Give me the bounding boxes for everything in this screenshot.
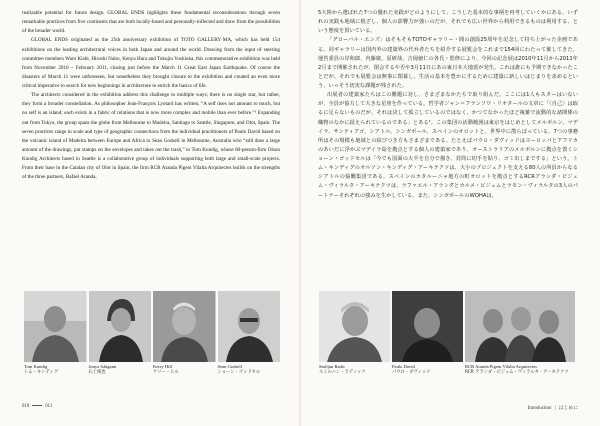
caption-name: Sean Godsell bbox=[217, 364, 242, 369]
japanese-paragraph-2: 「グローバル・エンズ」はそもそもTOTOギャラリー・間の創設25周年を記念して持ち上がった企画である。同ギャラリーは国内外の建築界の代弁者たちを紹介する展覧会をこれまで154回にわたって催してきた。運営委員の岸和郎、内藤廣、原研哉、吉岡徳仁の各氏・監修により、今回の記念展は2010年11月から2011年2月まで開催されたが、閉会するや否や3月11日にあの東日本大地震が発生。これは誰にも予期できなかったことだが、それでも展覧会は無事に閉幕し、生活の基本を豊かにするために建築に新しいはじまりを求めるという、いっそう切実な課題が残された。 bbox=[318, 37, 578, 89]
section-label: Introduction bbox=[527, 406, 552, 411]
page-folio-right: Introduction | はじめに bbox=[527, 406, 578, 411]
portrait-photo bbox=[89, 291, 152, 362]
caption-name-jp: パウロ・ダヴィッド bbox=[392, 370, 431, 376]
caption-name: Junya Ishigami bbox=[88, 364, 117, 369]
english-text-column bbox=[22, 9, 280, 285]
page-number: 010 bbox=[22, 404, 30, 409]
english-paragraph-2: GLOBAL ENDS originated as the 25th anniversary exhibition of TOTO GALLERY·MA, which has held 154 exhibitions on the leading architectural voices in both Japan and around the world. Drawing from the input of steering committee members Waro Kishi, Hiroshi Naito, Kenya Hara and Tokujin Yoshioka, this commemorative exhibition was held from November 2010 – February 2011, closing just before the March 11 Great East Japan Earthquake. Of course the disasters of March 11 were unforeseen, but nonetheless they brought closure to the exhibition and created an even more critical imperative to search for new beginnings in architecture to enrich the basics of life. bbox=[22, 37, 280, 89]
portrait-photo bbox=[24, 291, 87, 362]
japanese-paragraph-3: 出展者の建築家たちはこの難題に対し、さまざまなかたちで取り組んだ。ここには1人もスターはいないが、全員が協力して大きな星座を作っている。哲学者ジャン＝フランソワ・リオタールの文章に「〈自己〉は取るに足らないものだが、それは決して孤立しているのではなく、かつてなかったほど複雑で流動的な諸関係の織物のなかに捉えられているのである」とある¹。この集団の活動範囲は東京をはじめとしてメルボルン、マデイラ、サンティアゴ、シアトル、シンガポール、スペインのオロットと、世界中に散らばっている。7つの事務所はその規模も地域との結びつき方もさまざまである。たとえばパウロ・ダヴィッドはヨーロッパとアフリカのあいだに浮かぶマデイラ島を拠点とする個人の建築家であり、オーストラリアのメルボルンに拠点を置くショーン・ゴッドセルは「今でも図面の大半を自分で描き、封筒に切手を貼り、ゴミ出しまでする」という。トム・キンディグのオルソン・キンディグ・アーキテクツは、大小のプロジェクトを支える80人の所員からなるシアトルの協働集団である。スペインのカタルーニャ地方の町オロットを拠点とするRCRアランダ・ピジェム・ヴィラルタ・アーキテクツは、ラファエル・アランダとカルメ・ピジェムとラモン・ヴィラルタの3人のパートナーそれぞれの強みを生かしている。また、シンガポールのWOHAは、 bbox=[318, 92, 578, 199]
japanese-text-column bbox=[318, 9, 578, 285]
page-number: 011 bbox=[45, 404, 53, 409]
portrait-strip-left bbox=[24, 291, 280, 362]
caption-name-jp: ショーン・ゴッドセル bbox=[217, 370, 261, 376]
portrait-photo bbox=[465, 291, 575, 362]
page-folio-left bbox=[22, 404, 52, 409]
caption-name-jp: 石上純也 bbox=[88, 370, 106, 376]
portrait-caption bbox=[218, 364, 261, 377]
portrait-caption bbox=[153, 364, 179, 377]
folio-rule bbox=[32, 405, 42, 406]
portrait-caption bbox=[319, 364, 366, 377]
caption-name: Kerry Hill bbox=[153, 364, 173, 369]
japanese-paragraph-1: 5大陸から選ばれた7つの優れた実践がどのようにして、こうした基本的な事柄を再考していくかにある。いずれの実践も地域に根ざし、個人の影響力が強いのだが、それでも広い世界から利用できるものは利用する、という態度を貫いている。 bbox=[318, 10, 578, 35]
portrait-caption bbox=[24, 364, 58, 377]
gutter bbox=[299, 0, 301, 426]
caption-name: Tom Kundig bbox=[24, 364, 48, 369]
portrait-caption bbox=[392, 364, 430, 377]
english-paragraph-1: realizable potential for future design. GLOBAL ENDS highlights these fundamental reconsiderations through seven remarkable practices from five continents that are both locally-based and personally-inflected and draw from the possibilities of the broader world. bbox=[22, 10, 280, 35]
portrait-photo bbox=[153, 291, 216, 362]
caption-name: RCR Aranda Pigem Vilalta Arquitectes bbox=[465, 364, 537, 369]
portrait-caption bbox=[465, 364, 577, 377]
captions-left bbox=[24, 364, 280, 388]
english-paragraph-3: The architects considered in the exhibition address this challenge in multiple ways; there is no single star, but rather, they form a broader constellation. As philosopher Jean-François Lyotard has written, “A self does not amount to much, but no self is an island; each exists in a fabric of relations that is now more complex and mobile than ever before.”¹ Expanding out from Tokyo, the group spans the globe from Melbourne to Madeira, Santiago to Seattle, Singapore, and Olot, Spain. The seven practices range in scale and type of geographic connections from the individual practitioners of Paulo David based on the volcanic island of Madeira between Europe and Africa to Sean Godsell in Melbourne, Australia who “still does a large amount of the drawings, put stamps on the envelopes and takes out the trash,” to Tom Kundig, whose 80-person-firm Olson Kundig Architects based in Seattle is a collaborative group of individuals supporting both large and small-scale projects. From their base in the Catalan city of Olot in Spain, the firm RCR Aranda Pigem Vilalta Arquitectes builds on the strengths of the three partners, Rafael Aranda, bbox=[22, 92, 280, 181]
captions-right bbox=[319, 364, 575, 388]
caption-name-jp: ケリー・ヒル bbox=[153, 370, 179, 376]
caption-name-jp: トム・キンディグ bbox=[24, 370, 58, 376]
portrait-caption bbox=[89, 364, 117, 377]
caption-name: Smiljan Radic bbox=[319, 364, 346, 369]
portrait-photo bbox=[218, 291, 281, 362]
portrait-photo bbox=[319, 291, 390, 362]
section-label-jp: はじめに bbox=[558, 406, 578, 411]
portrait-photo bbox=[392, 291, 463, 362]
caption-name-jp: スミルハン・ラディック bbox=[319, 370, 366, 376]
caption-name-jp: RCR アランダ・ピジェム・ヴィラルタ・アーキテクツ bbox=[465, 370, 569, 376]
caption-name: Paulo David bbox=[392, 364, 415, 369]
portrait-strip-right bbox=[319, 291, 575, 362]
